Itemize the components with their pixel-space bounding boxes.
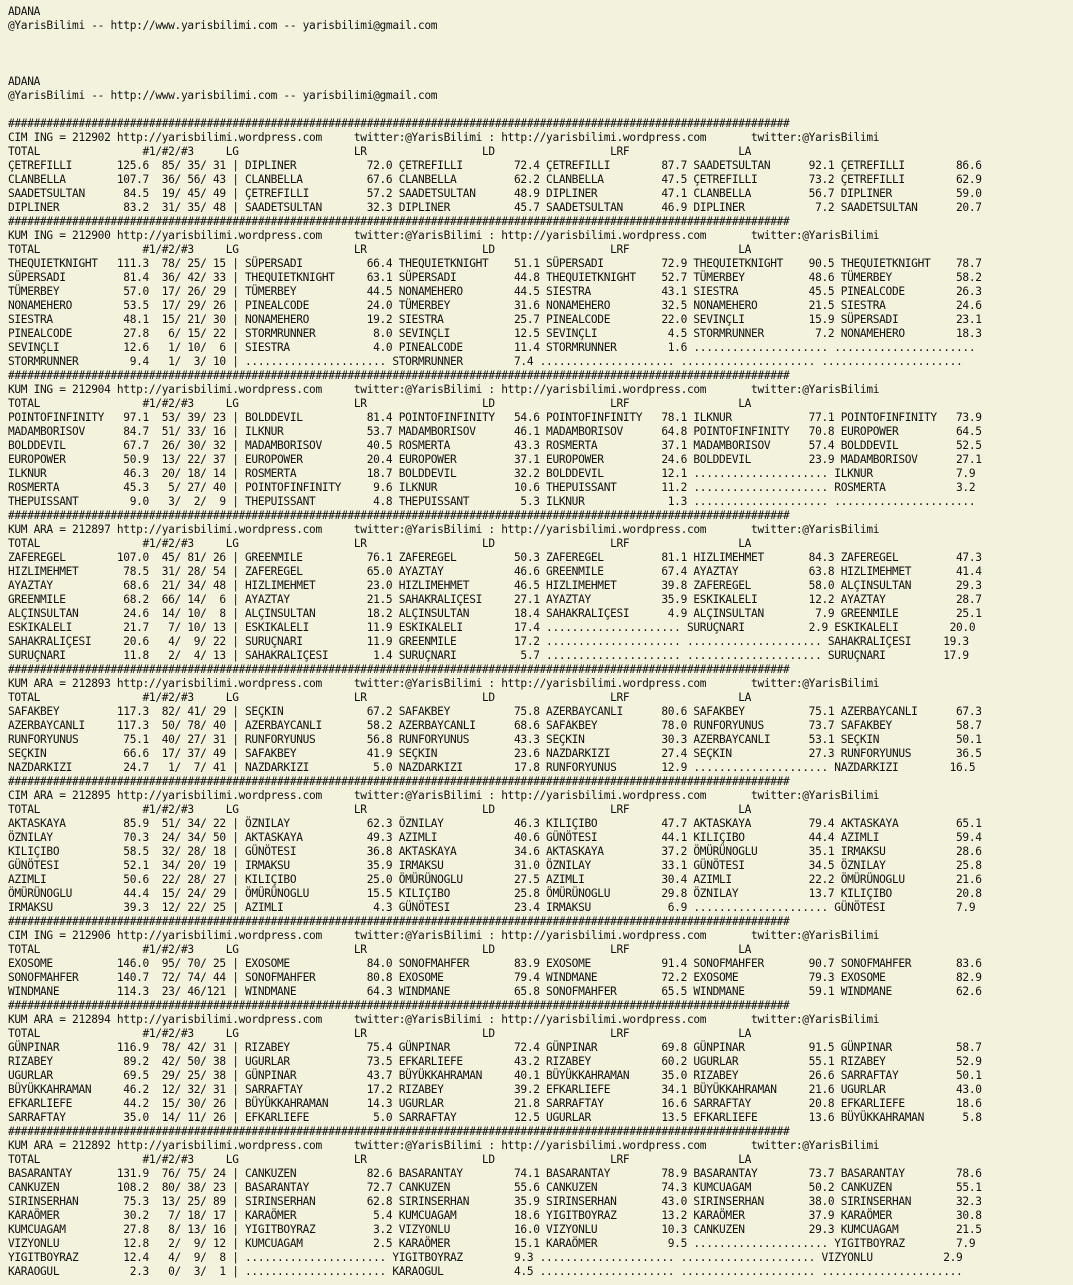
blank-line — [8, 103, 1073, 117]
horse-stats-row: KUMCUAGAM 27.8 8/ 13/ 16 | YIGITBOYRAZ 3.2 VIZYONLU 16.0 VIZYONLU 10.3 CANKUZEN 29.3 KUMCUAGAM 21.5 — [8, 1223, 982, 1236]
separator-line: ########################################################################################################################## — [8, 117, 790, 130]
blank-line — [8, 61, 1073, 75]
horse-stats-row: POINTOFINFINITY 97.1 53/ 39/ 23 | BOLDDEVIL 81.4 POINTOFINFINITY 54.6 POINTOFINFINITY 78.1 ILKNUR 77.1 POINTOFINFINITY 73.9 — [8, 411, 982, 424]
horse-stats-row: WINDMANE 114.3 23/ 46/121 | WINDMANE 64.3 WINDMANE 65.8 SONOFMAHFER 65.5 WINDMANE 59.1 WINDMANE 62.6 — [8, 985, 982, 998]
race-header-line: KUM ARA = 212893 http://yarisbilimi.wordpress.com twitter:@YarisBilimi : http://yarisbilimi.wordpress.com twitter:@YarisBilimi — [8, 677, 880, 690]
horse-stats-row: ÖMÜRÜNOGLU 44.4 15/ 24/ 29 | ÖMÜRÜNOGLU 15.5 KILIÇIBO 25.8 ÖMÜRÜNOGLU 29.8 ÖZNILAY 13.7 KILIÇIBO 20.8 — [8, 887, 982, 900]
horse-stats-row: SAADETSULTAN 84.5 19/ 45/ 49 | ÇETREFILLI 57.2 SAADETSULTAN 48.9 DIPLINER 47.1 CLANBELLA 56.7 DIPLINER 59.0 — [8, 187, 982, 200]
horse-stats-row: KARAOGUL 2.3 0/ 3/ 1 | ...................... KARAOGUL 4.5 ..................... ..................... ...................... — [8, 1265, 963, 1278]
separator-line: ########################################################################################################################## — [8, 999, 790, 1012]
horse-stats-row: BÜYÜKKAHRAMAN 46.2 12/ 32/ 31 | SARRAFTAY 17.2 RIZABEY 39.2 EFKARLIEFE 34.1 BÜYÜKKAHRAMAN 21.6 UGURLAR 43.0 — [8, 1083, 982, 1096]
horse-stats-row: ZAFEREGEL 107.0 45/ 81/ 26 | GREENMILE 76.1 ZAFEREGEL 50.3 ZAFEREGEL 81.1 HIZLIMEHMET 84.3 ZAFEREGEL 47.3 — [8, 551, 982, 564]
contact-line: @YarisBilimi -- http://www.yarisbilimi.com -- yarisbilimi@gmail.com — [8, 89, 438, 102]
city-title: ADANA — [8, 5, 41, 18]
horse-stats-row: AZERBAYCANLI 117.3 50/ 78/ 40 | AZERBAYCANLI 58.2 AZERBAYCANLI 68.6 SAFAKBEY 78.0 RUNFORYUNUS 73.7 SAFAKBEY 58.7 — [8, 719, 982, 732]
horse-stats-row: SAHAKRALIÇESI 20.6 4/ 9/ 22 | SURUÇNARI 11.9 GREENMILE 17.2 ..................... ..................... SAHAKRALIÇESI 19.3 — [8, 635, 969, 648]
separator-line: ########################################################################################################################## — [8, 509, 790, 522]
horse-stats-row: AYAZTAY 68.6 21/ 34/ 48 | HIZLIMEHMET 23.0 HIZLIMEHMET 46.5 HIZLIMEHMET 39.8 ZAFEREGEL 58.0 ALÇINSULTAN 29.3 — [8, 579, 982, 592]
blank-line — [8, 47, 1073, 61]
horse-stats-row: ESKIKALELI 21.7 7/ 10/ 13 | ESKIKALELI 11.9 ESKIKALELI 17.4 ..................... SURUÇNARI 2.9 ESKIKALELI 20.0 — [8, 621, 976, 634]
horse-stats-row: BASARANTAY 131.9 76/ 75/ 24 | CANKUZEN 82.6 BASARANTAY 74.1 BASARANTAY 78.9 BASARANTAY 73.7 BASARANTAY 78.6 — [8, 1167, 982, 1180]
horse-stats-row: GÜNÖTESI 52.1 34/ 20/ 19 | IRMAKSU 35.9 IRMAKSU 31.0 ÖZNILAY 33.1 GÜNÖTESI 34.5 ÖZNILAY 25.8 — [8, 859, 982, 872]
horse-stats-row: EXOSOME 146.0 95/ 70/ 25 | EXOSOME 84.0 SONOFMAHFER 83.9 EXOSOME 91.4 SONOFMAHFER 90.7 SONOFMAHFER 83.6 — [8, 957, 982, 970]
horse-stats-row: HIZLIMEHMET 78.5 31/ 28/ 54 | ZAFEREGEL 65.0 AYAZTAY 46.6 GREENMILE 67.4 AYAZTAY 63.8 HIZLIMEHMET 41.4 — [8, 565, 982, 578]
horse-stats-row: EFKARLIEFE 44.2 15/ 30/ 26 | BÜYÜKKAHRAMAN 14.3 UGURLAR 21.8 SARRAFTAY 16.6 SARRAFTAY 20.8 EFKARLIEFE 18.6 — [8, 1097, 982, 1110]
horse-stats-row: SEÇKIN 66.6 17/ 37/ 49 | SAFAKBEY 41.9 SEÇKIN 23.6 NAZDARKIZI 27.4 SEÇKIN 27.3 RUNFORYUNUS 36.5 — [8, 747, 982, 760]
horse-stats-row: ILKNUR 46.3 20/ 18/ 14 | ROSMERTA 18.7 BOLDDEVIL 32.2 BOLDDEVIL 12.1 ..................... ILKNUR 7.9 — [8, 467, 976, 480]
horse-stats-row: SIRINSERHAN 75.3 13/ 25/ 89 | SIRINSERHAN 62.8 SIRINSERHAN 35.9 SIRINSERHAN 43.0 SIRINSERHAN 38.0 SIRINSERHAN 32.3 — [8, 1195, 982, 1208]
horse-stats-row: SARRAFTAY 35.0 14/ 11/ 26 | EFKARLIEFE 5.0 SARRAFTAY 12.5 UGURLAR 13.5 EFKARLIEFE 13.6 BÜYÜKKAHRAMAN 5.8 — [8, 1111, 982, 1124]
column-header-line: TOTAL #1/#2/#3 LG LR LD LRF LA — [8, 537, 752, 550]
horse-stats-row: THEPUISSANT 9.0 3/ 2/ 9 | THEPUISSANT 4.8 THEPUISSANT 5.3 ILKNUR 1.3 ..................... ...................... — [8, 495, 976, 508]
column-header-line: TOTAL #1/#2/#3 LG LR LD LRF LA — [8, 691, 752, 704]
column-header-line: TOTAL #1/#2/#3 LG LR LD LRF LA — [8, 1027, 752, 1040]
horse-stats-row: SIESTRA 48.1 15/ 21/ 30 | NONAMEHERO 19.2 SIESTRA 25.7 PINEALCODE 22.0 SEVINÇLI 15.9 SÜPERSADI 23.1 — [8, 313, 982, 326]
race-header-line: KUM ARA = 212892 http://yarisbilimi.wordpress.com twitter:@YarisBilimi : http://yarisbilimi.wordpress.com twitter:@YarisBilimi — [8, 1139, 880, 1152]
city-title: ADANA — [8, 75, 41, 88]
horse-stats-row: STORMRUNNER 9.4 1/ 3/ 10 | ...................... STORMRUNNER 7.4 ..................... ..................... ...................... — [8, 355, 963, 368]
horse-stats-row: CLANBELLA 107.7 36/ 56/ 43 | CLANBELLA 67.6 CLANBELLA 62.2 CLANBELLA 47.5 ÇETREFILLI 73.2 ÇETREFILLI 62.9 — [8, 173, 982, 186]
separator-line: ########################################################################################################################## — [8, 1125, 790, 1138]
column-header-line: TOTAL #1/#2/#3 LG LR LD LRF LA — [8, 243, 752, 256]
horse-stats-row: ALÇINSULTAN 24.6 14/ 10/ 8 | ALÇINSULTAN 18.2 ALÇINSULTAN 18.4 SAHAKRALIÇESI 4.9 ALÇINSULTAN 7.9 GREENMILE 25.1 — [8, 607, 982, 620]
horse-stats-row: KARAÖMER 30.2 7/ 18/ 17 | KARAÖMER 5.4 KUMCUAGAM 18.6 YIGITBOYRAZ 13.2 KARAÖMER 37.9 KARAÖMER 30.8 — [8, 1209, 982, 1222]
horse-stats-row: SÜPERSADI 81.4 36/ 42/ 33 | THEQUIETKNIGHT 63.1 SÜPERSADI 44.8 THEQUIETKNIGHT 52.7 TÜMERBEY 48.6 TÜMERBEY 58.2 — [8, 271, 982, 284]
horse-stats-row: VIZYONLU 12.8 2/ 9/ 12 | KUMCUAGAM 2.5 KARAÖMER 15.1 KARAÖMER 9.5 ..................... YIGITBOYRAZ 7.9 — [8, 1237, 976, 1250]
column-header-line: TOTAL #1/#2/#3 LG LR LD LRF LA — [8, 803, 752, 816]
horse-stats-row: GÜNPINAR 116.9 78/ 42/ 31 | RIZABEY 75.4 GÜNPINAR 72.4 GÜNPINAR 69.8 GÜNPINAR 91.5 GÜNPINAR 58.7 — [8, 1041, 982, 1054]
contact-line: @YarisBilimi -- http://www.yarisbilimi.com -- yarisbilimi@gmail.com — [8, 19, 438, 32]
column-header-line: TOTAL #1/#2/#3 LG LR LD LRF LA — [8, 1153, 752, 1166]
horse-stats-row: AKTASKAYA 85.9 51/ 34/ 22 | ÖZNILAY 62.3 ÖZNILAY 46.3 KILIÇIBO 47.7 AKTASKAYA 79.4 AKTASKAYA 65.1 — [8, 817, 982, 830]
horse-stats-row: ÇETREFILLI 125.6 85/ 35/ 31 | DIPLINER 72.0 ÇETREFILLI 72.4 ÇETREFILLI 87.7 SAADETSULTAN 92.1 ÇETREFILLI 86.6 — [8, 159, 982, 172]
horse-stats-row: SONOFMAHFER 140.7 72/ 74/ 44 | SONOFMAHFER 80.8 EXOSOME 79.4 WINDMANE 72.2 EXOSOME 79.3 EXOSOME 82.9 — [8, 971, 982, 984]
race-header-line: CIM ARA = 212895 http://yarisbilimi.wordpress.com twitter:@YarisBilimi : http://yarisbilimi.wordpress.com twitter:@YarisBilimi — [8, 789, 880, 802]
race-header-line: KUM ING = 212904 http://yarisbilimi.wordpress.com twitter:@YarisBilimi : http://yarisbilimi.wordpress.com twitter:@YarisBilimi — [8, 383, 880, 396]
race-header-line: KUM ARA = 212894 http://yarisbilimi.wordpress.com twitter:@YarisBilimi : http://yarisbilimi.wordpress.com twitter:@YarisBilimi — [8, 1013, 880, 1026]
horse-stats-row: KILIÇIBO 58.5 32/ 28/ 18 | GÜNÖTESI 36.8 AKTASKAYA 34.6 AKTASKAYA 37.2 ÖMÜRÜNOGLU 35.1 IRMAKSU 28.6 — [8, 845, 982, 858]
column-header-line: TOTAL #1/#2/#3 LG LR LD LRF LA — [8, 397, 752, 410]
horse-stats-row: ÖZNILAY 70.3 24/ 34/ 50 | AKTASKAYA 49.3 AZIMLI 40.6 GÜNÖTESI 44.1 KILIÇIBO 44.4 AZIMLI 59.4 — [8, 831, 982, 844]
horse-stats-row: SURUÇNARI 11.8 2/ 4/ 13 | SAHAKRALIÇESI 1.4 SURUÇNARI 5.7 ..................... ..................... SURUÇNARI 17.9 — [8, 649, 969, 662]
blank-line — [8, 33, 1073, 47]
horse-stats-row: TÜMERBEY 57.0 17/ 26/ 29 | TÜMERBEY 44.5 NONAMEHERO 44.5 SIESTRA 43.1 SIESTRA 45.5 PINEALCODE 26.3 — [8, 285, 982, 298]
horse-stats-row: CANKUZEN 108.2 80/ 38/ 23 | BASARANTAY 72.7 CANKUZEN 55.6 CANKUZEN 74.3 KUMCUAGAM 50.2 CANKUZEN 55.1 — [8, 1181, 982, 1194]
horse-stats-row: NONAMEHERO 53.5 17/ 29/ 26 | PINEALCODE 24.0 TÜMERBEY 31.6 NONAMEHERO 32.5 NONAMEHERO 21.5 SIESTRA 24.6 — [8, 299, 982, 312]
horse-stats-row: AZIMLI 50.6 22/ 28/ 27 | KILIÇIBO 25.0 ÖMÜRÜNOGLU 27.5 AZIMLI 30.4 AZIMLI 22.2 ÖMÜRÜNOGLU 21.6 — [8, 873, 982, 886]
horse-stats-row: DIPLINER 83.2 31/ 35/ 48 | SAADETSULTAN 32.3 DIPLINER 45.7 SAADETSULTAN 46.9 DIPLINER 7.2 SAADETSULTAN 20.7 — [8, 201, 982, 214]
separator-line: ########################################################################################################################## — [8, 369, 790, 382]
separator-line: ########################################################################################################################## — [8, 775, 790, 788]
horse-stats-row: SAFAKBEY 117.3 82/ 41/ 29 | SEÇKIN 67.2 SAFAKBEY 75.8 AZERBAYCANLI 80.6 SAFAKBEY 75.1 AZERBAYCANLI 67.3 — [8, 705, 982, 718]
horse-stats-row: PINEALCODE 27.8 6/ 15/ 22 | STORMRUNNER 8.0 SEVINÇLI 12.5 SEVINÇLI 4.5 STORMRUNNER 7.2 NONAMEHERO 18.3 — [8, 327, 982, 340]
column-header-line: TOTAL #1/#2/#3 LG LR LD LRF LA — [8, 943, 752, 956]
column-header-line: TOTAL #1/#2/#3 LG LR LD LRF LA — [8, 145, 752, 158]
horse-stats-row: ROSMERTA 45.3 5/ 27/ 40 | POINTOFINFINITY 9.6 ILKNUR 10.6 THEPUISSANT 11.2 ..................... ROSMERTA 3.2 — [8, 481, 976, 494]
horse-stats-row: YIGITBOYRAZ 12.4 4/ 9/ 8 | ...................... YIGITBOYRAZ 9.3 ..................... ..................... VIZYONLU 2.9 — [8, 1251, 963, 1264]
horse-stats-row: SEVINÇLI 12.6 1/ 10/ 6 | SIESTRA 4.0 PINEALCODE 11.4 STORMRUNNER 1.6 ..................... ...................... — [8, 341, 976, 354]
separator-line: ########################################################################################################################## — [8, 915, 790, 928]
race-header-line: KUM ING = 212900 http://yarisbilimi.wordpress.com twitter:@YarisBilimi : http://yarisbilimi.wordpress.com twitter:@YarisBilimi — [8, 229, 880, 242]
horse-stats-row: RIZABEY 89.2 42/ 50/ 38 | UGURLAR 73.5 EFKARLIEFE 43.2 RIZABEY 60.2 UGURLAR 55.1 RIZABEY 52.9 — [8, 1055, 982, 1068]
horse-stats-row: MADAMBORISOV 84.7 51/ 33/ 16 | ILKNUR 53.7 MADAMBORISOV 46.1 MADAMBORISOV 64.8 POINTOFINFINITY 70.8 EUROPOWER 64.5 — [8, 425, 982, 438]
horse-stats-row: EUROPOWER 50.9 13/ 22/ 37 | EUROPOWER 20.4 EUROPOWER 37.1 EUROPOWER 24.6 BOLDDEVIL 23.9 MADAMBORISOV 27.1 — [8, 453, 982, 466]
separator-line: ########################################################################################################################## — [8, 215, 790, 228]
horse-stats-row: IRMAKSU 39.3 12/ 22/ 25 | AZIMLI 4.3 GÜNÖTESI 23.4 IRMAKSU 6.9 ..................... GÜNÖTESI 7.9 — [8, 901, 976, 914]
horse-stats-row: BOLDDEVIL 67.7 26/ 30/ 32 | MADAMBORISOV 40.5 ROSMERTA 43.3 ROSMERTA 37.1 MADAMBORISOV 57.4 BOLDDEVIL 52.5 — [8, 439, 982, 452]
horse-stats-row: THEQUIETKNIGHT 111.3 78/ 25/ 15 | SÜPERSADI 66.4 THEQUIETKNIGHT 51.1 SÜPERSADI 72.9 THEQUIETKNIGHT 90.5 THEQUIETKNIGHT 78.7 — [8, 257, 982, 270]
horse-stats-row: GREENMILE 68.2 66/ 14/ 6 | AYAZTAY 21.5 SAHAKRALIÇESI 27.1 AYAZTAY 35.9 ESKIKALELI 12.2 AYAZTAY 28.7 — [8, 593, 982, 606]
race-header-line: CIM ING = 212906 http://yarisbilimi.wordpress.com twitter:@YarisBilimi : http://yarisbilimi.wordpress.com twitter:@YarisBilimi — [8, 929, 880, 942]
horse-stats-row: UGURLAR 69.5 29/ 25/ 38 | GÜNPINAR 43.7 BÜYÜKKAHRAMAN 40.1 BÜYÜKKAHRAMAN 35.0 RIZABEY 26.6 SARRAFTAY 50.1 — [8, 1069, 982, 1082]
horse-stats-row: RUNFORYUNUS 75.1 40/ 27/ 31 | RUNFORYUNUS 56.8 RUNFORYUNUS 43.3 SEÇKIN 30.3 AZERBAYCANLI 53.1 SEÇKIN 50.1 — [8, 733, 982, 746]
race-header-line: CIM ING = 212902 http://yarisbilimi.wordpress.com twitter:@YarisBilimi : http://yarisbilimi.wordpress.com twitter:@YarisBilimi — [8, 131, 880, 144]
race-header-line: KUM ARA = 212897 http://yarisbilimi.wordpress.com twitter:@YarisBilimi : http://yarisbilimi.wordpress.com twitter:@YarisBilimi — [8, 523, 880, 536]
separator-line: ########################################################################################################################## — [8, 663, 790, 676]
horse-stats-row: NAZDARKIZI 24.7 1/ 7/ 41 | NAZDARKIZI 5.0 NAZDARKIZI 17.8 RUNFORYUNUS 12.9 ..................... NAZDARKIZI 16.5 — [8, 761, 976, 774]
